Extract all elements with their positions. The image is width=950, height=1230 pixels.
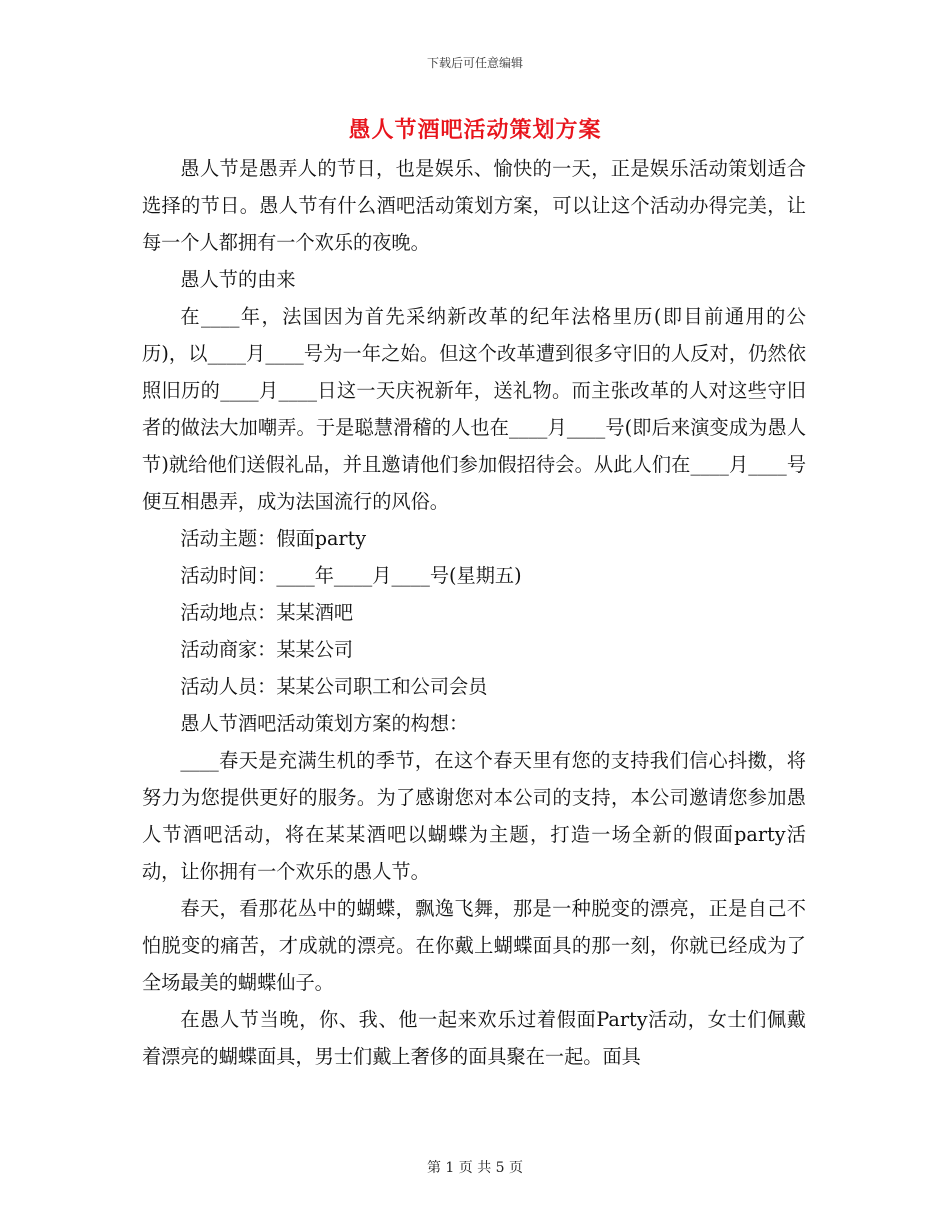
- page-header-note: 下载后可任意编辑: [426, 56, 523, 70]
- page-number: 第 1 页 共 5 页: [426, 1160, 524, 1176]
- activity-participants: 活动人员：某某公司职工和公司会员: [180, 675, 488, 698]
- activity-merchant: 活动商家：某某公司: [180, 638, 354, 661]
- activity-location: 活动地点：某某酒吧: [180, 601, 354, 624]
- paragraph-concept: ____春天是充满生机的季节，在这个春天里有您的支持我们信心抖擞，将努力为您提供更好的服务。为了感谢您对本公司的支持，本公司邀请您参加愚人节酒吧活动，将在某某酒吧以蝴蝶为主题，打造一场全新的假面party活动，让你拥有一个欢乐的愚人节。: [142, 749, 806, 883]
- document-title: 愚人节酒吧活动策划方案: [348, 117, 602, 143]
- activity-theme: 活动主题：假面party: [180, 527, 367, 550]
- document-body: [142, 150, 806, 1075]
- section-heading-origin: 愚人节的由来: [180, 268, 296, 291]
- paragraph-spring: 春天，看那花丛中的蝴蝶，飘逸飞舞，那是一种脱变的漂亮，正是自己不怕脱变的痛苦，才成就的漂亮。在你戴上蝴蝶面具的那一刻，你就已经成为了全场最美的蝴蝶仙子。: [142, 897, 806, 994]
- section-heading-concept: 愚人节酒吧活动策划方案的构想：: [180, 712, 469, 735]
- paragraph-intro: 愚人节是愚弄人的节日，也是娱乐、愉快的一天，正是娱乐活动策划适合选择的节日。愚人节有什么酒吧活动策划方案，可以让这个活动办得完美，让每一个人都拥有一个欢乐的夜晚。: [142, 157, 806, 254]
- activity-time: 活动时间：____年____月____号(星期五): [180, 564, 522, 587]
- paragraph-origin: 在____年，法国因为首先采纳新改革的纪年法格里历(即目前通用的公历)，以____月____号为一年之始。但这个改革遭到很多守旧的人反对，仍然依照旧历的____月____日这一天庆祝新年，送礼物。而主张改革的人对这些守旧者的做法大加嘲弄。于是聪慧滑稽的人也在____月____号(即后来演变成为愚人节)就给他们送假礼品，并且邀请他们参加假招待会。从此人们在____月____号便互相愚弄，成为法国流行的风俗。: [142, 305, 806, 513]
- paragraph-evening: 在愚人节当晚，你、我、他一起来欢乐过着假面Party活动，女士们佩戴着漂亮的蝴蝶面具，男士们戴上奢侈的面具聚在一起。面具: [142, 1008, 806, 1068]
